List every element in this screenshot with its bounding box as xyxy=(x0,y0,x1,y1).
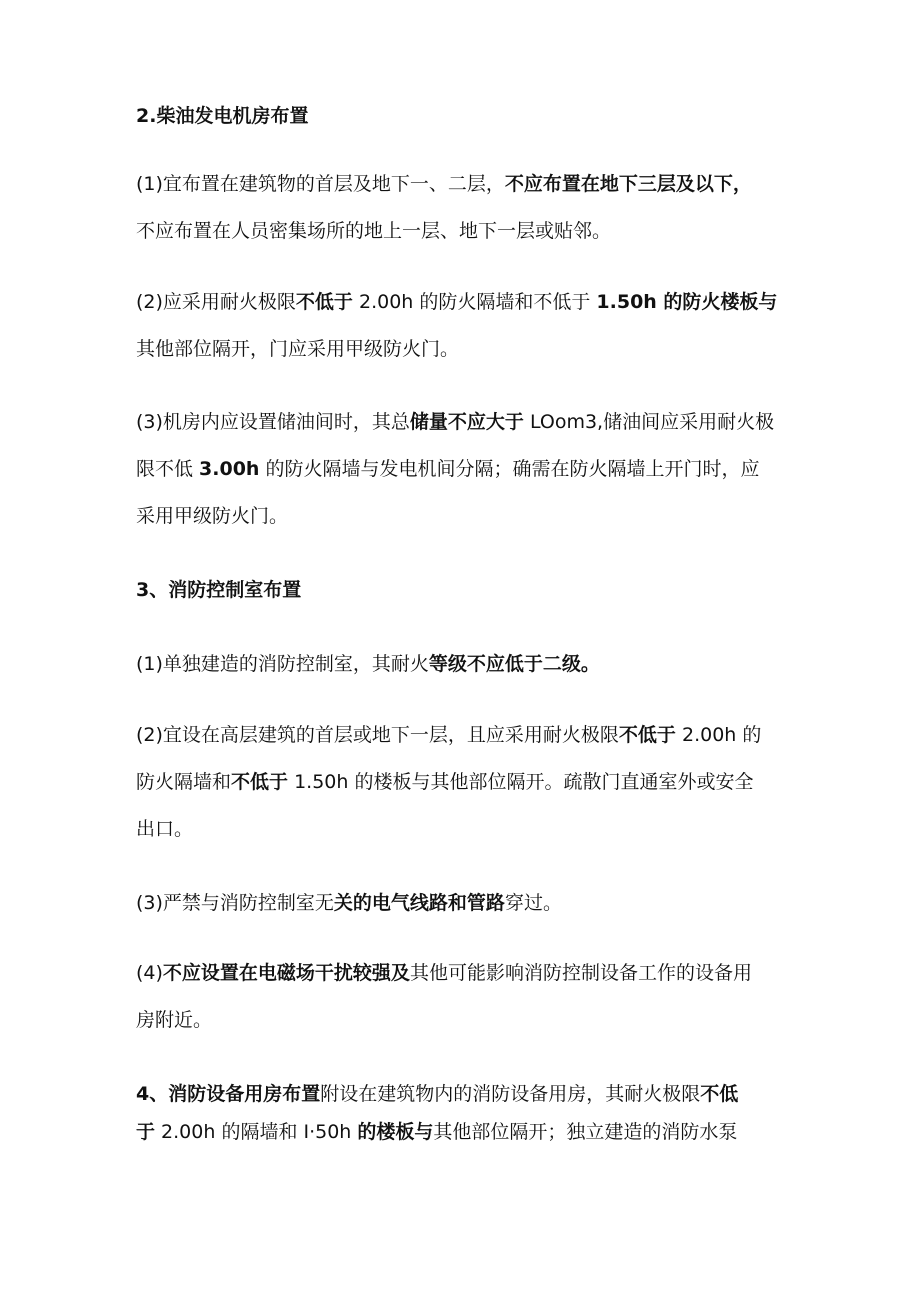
paragraph-2-2: (2)应采用耐火极限不低于 2.00h 的防火隔墙和不低于 1.50h 的防火楼板与 其他部位隔开，门应采用甲级防火门。 xyxy=(136,291,778,360)
section-2-heading xyxy=(136,93,796,140)
paragraph-3-1: (1)单独建造的消防控制室，其耐火等级不应低于二级。 xyxy=(136,653,600,675)
section-3-heading xyxy=(136,567,796,614)
section-3-heading-text: 3、消防控制室布置 xyxy=(136,579,302,601)
paragraph-3-2: (2)宜设在高层建筑的首层或地下一层，且应采用耐火极限不低于 2.00h 的 防火隔墙和不低于 1.50h 的楼板与其他部位隔开。疏散门直通室外或安全 出口。 xyxy=(136,724,762,840)
section-4-paragraph: 4、消防设备用房布置附设在建筑物内的消防设备用房，其耐火极限不低 于 2.00h 的隔墙和 I·50h 的楼板与其他部位隔开；独立建造的消防水泵 xyxy=(136,1083,739,1143)
paragraph-3-4: (4)不应设置在电磁场干扰较强及其他可能影响消防控制设备工作的设备用 房附近。 xyxy=(136,962,752,1031)
paragraph-3-3: (3)严禁与消防控制室无关的电气线路和管路穿过。 xyxy=(136,892,562,914)
paragraph-2-3: (3)机房内应设置储油间时，其总储量不应大于 LOom3,储油间应采用耐火极 限不低 3.00h 的防火隔墙与发电机间分隔；确需在防火隔墙上开门时，应 采用甲级防火门。 xyxy=(136,411,775,527)
paragraph-2-1: (1)宜布置在建筑物的首层及地下一、二层，不应布置在地下三层及以下， 不应布置在人员密集场所的地上一层、地下一层或贴邻。 xyxy=(136,173,752,242)
section-2-heading-text: 2.柴油发电机房布置 xyxy=(136,105,309,127)
